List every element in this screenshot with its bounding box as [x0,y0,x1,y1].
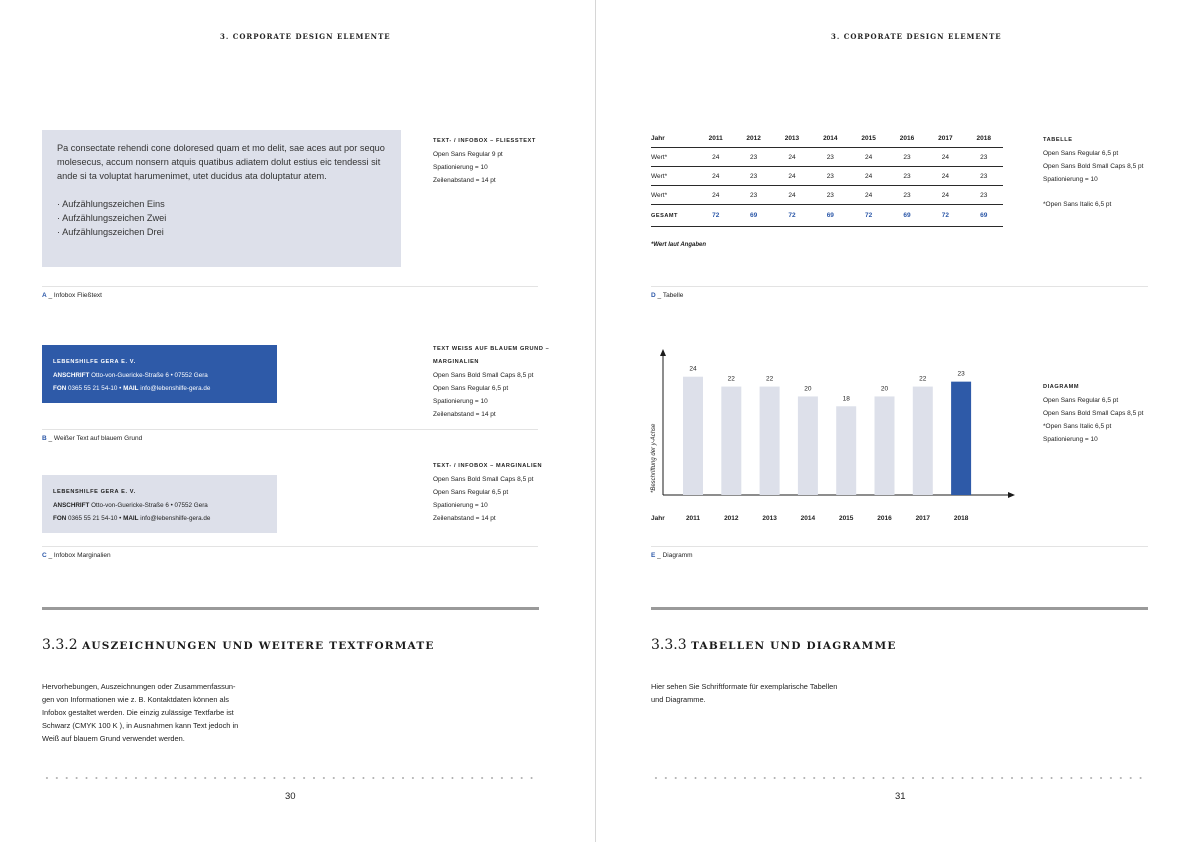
paragraph-line: gen von Informationen wie z. B. Kontaktdaten können als [42,695,229,704]
x-axis-label: Jahr [651,515,665,522]
spec-line: Open Sans Regular 6,5 pt [433,489,509,496]
bar [798,396,818,495]
fon-value: 0365 55 21 54-10 • [68,385,122,392]
caption-letter: E [651,552,656,559]
spec-grey [433,460,542,525]
table-cell: Wert* [651,167,697,186]
table-cell: 72 [697,205,734,227]
data-label: 22 [919,375,927,383]
bullet-item: · Aufzählungszeichen Eins [57,199,165,209]
table-cell: 23 [888,148,926,167]
data-label: 24 [689,365,697,373]
bullet-item: · Aufzählungszeichen Zwei [57,213,167,223]
bar [913,387,933,495]
spec-table [1043,134,1143,211]
page-header-left: 3. CORPORATE DESIGN ELEMENTE [220,32,391,41]
section-paragraph-right [651,680,837,706]
table-cell: 69 [734,205,772,227]
mail-label: MAIL [123,385,139,392]
table-cell: 2013 [784,134,800,142]
table-cell: 69 [965,205,1003,227]
bar [951,382,971,495]
fon-label: FON [53,385,67,392]
spec-line: *Open Sans Italic 6,5 pt [1043,423,1112,430]
spec-line: Open Sans Regular 9 pt [433,151,503,158]
table-cell: 2016 [899,134,915,142]
paragraph-line: Weiß auf blauem Grund verwendet werden. [42,734,185,743]
x-tick-label: 2018 [953,515,969,522]
org-name: LEBENSHILFE GERA E. V. [53,359,136,365]
spec-title: TEXT- / INFOBOX – FLIESSTEXT [433,138,536,144]
x-tick-label: 2016 [877,515,892,522]
mail-value: info@lebenshilfe-gera.de [140,515,211,522]
table-cell: 24 [773,167,811,186]
table-cell: 2011 [708,134,723,142]
mail-label: MAIL [123,515,139,522]
x-tick-label: 2011 [685,515,701,522]
section-rule [42,607,539,610]
table-row [651,148,1003,167]
spec-line: Open Sans Bold Small Caps 8,5 pt [433,476,534,483]
data-label: 20 [880,385,889,393]
table-cell: 23 [888,186,926,205]
fon-label: FON [53,515,67,522]
paragraph-line: und Diagramme. [651,695,706,704]
spec-line: Open Sans Bold Small Caps 8,5 pt [1043,163,1144,170]
data-label: 22 [765,375,774,383]
table-cell: 24 [926,186,964,205]
spec-line: Spationierung = 10 [433,502,488,509]
table-cell: Jahr [651,134,665,142]
caption-e [651,552,693,559]
table-row [651,167,1003,186]
data-table [651,129,1003,227]
spec-blue [433,343,549,421]
table-cell: 23 [888,167,926,186]
table-sum-row [651,205,1003,227]
address-box-grey [42,475,277,533]
table-cell: 23 [965,186,1003,205]
table-cell: 24 [849,148,887,167]
caption-d [651,292,683,299]
section-heading-left [42,637,435,653]
caption-b [42,435,142,442]
paragraph-line: Schwarz (CMYK 100 K ), in Ausnahmen kann Text jedoch in [42,721,239,730]
caption-text: _ Diagramm [657,552,693,559]
table-cell: 2017 [938,134,953,142]
divider [42,546,538,547]
table-cell: 24 [773,186,811,205]
org-name: LEBENSHILFE GERA E. V. [53,489,136,495]
bar [683,377,703,495]
anschrift-label: ANSCHRIFT [53,372,90,379]
table-cell: 23 [734,148,772,167]
dotted-rule [42,777,539,779]
table-cell: 24 [926,148,964,167]
spec-title: TEXT- / INFOBOX – MARGINALIEN [433,463,543,469]
spec-title: TEXT WEISS AUF BLAUEM GRUND – [433,346,550,352]
table-cell: 24 [849,167,887,186]
paragraph-line: Hier sehen Sie Schriftformate für exemplarische Tabellen [651,682,838,691]
table-cell: 23 [734,167,772,186]
table-cell: 69 [888,205,926,227]
spec-line: Zeilenabstand = 14 pt [433,177,496,184]
bullet-item: · Aufzählungszeichen Drei [57,227,164,237]
caption-text: _ Weißer Text auf blauem Grund [48,435,143,442]
spec-line: Open Sans Regular 6,5 pt [1043,397,1119,404]
table-cell: 2018 [976,134,992,142]
caption-c [42,552,111,559]
anschrift-value: Otto-von-Guericke-Straße 6 • 07552 Gera [91,502,208,509]
spec-line: *Open Sans Italic 6,5 pt [1043,201,1112,208]
section-paragraph-left [42,680,238,745]
table-cell: Wert* [651,148,697,167]
table-cell: 23 [811,186,849,205]
caption-text: _ Infobox Marginalien [48,552,111,559]
section-title: TABELLEN UND DIAGRAMME [691,640,897,652]
x-tick-label: 2014 [800,515,816,522]
section-number: 3.3.3 [651,637,687,653]
bar [721,387,741,495]
section-number: 3.3.2 [42,637,78,653]
y-axis-label: *Beschriftung der y-Achse [651,423,657,493]
spec-line: Spationierung = 10 [1043,176,1098,183]
x-axis-arrow [1008,492,1015,498]
table-cell: 72 [773,205,811,227]
spec-line: Open Sans Bold Small Caps 8,5 pt [1043,410,1144,417]
table-cell: 69 [811,205,849,227]
x-tick-label: 2015 [838,515,854,522]
bar-chart [640,340,1030,530]
x-tick-label: 2013 [762,515,777,522]
data-label: 20 [804,385,812,393]
caption-letter: C [42,552,47,559]
table-cell: 24 [926,167,964,186]
divider [42,429,538,430]
section-heading-right [651,637,897,653]
paragraph-line: Infobox gestaltet werden. Die einzig zulässige Textfarbe ist [42,708,234,717]
spec-title: TABELLE [1043,137,1073,143]
caption-letter: B [42,435,47,442]
data-label: 23 [957,370,965,378]
table-cell: 2014 [823,134,838,142]
section-rule [651,607,1148,610]
spec-line: Spationierung = 10 [433,164,488,171]
table-cell: 23 [811,167,849,186]
bar [760,387,780,495]
bar [836,406,856,495]
table-cell: Wert* [651,186,697,205]
table-cell: 24 [697,148,734,167]
mail-value: info@lebenshilfe-gera.de [140,385,211,392]
table-footnote: *Wert laut Angaben [651,242,707,248]
table-cell: 23 [965,167,1003,186]
table-cell: 72 [926,205,964,227]
caption-letter: A [42,292,47,299]
table-cell: 2015 [861,134,876,142]
infobox-paragraph: Pa consectate rehendi cone doloresed quam et mo delit, sae aces aut por sequo molesecus, accum nonsern atquis quatibus adiatem dolut estius eic tendessi sit ande si ta voluptat harumenimet, utet ducidus ata doluptatur atem. [57,143,385,181]
spec-title: MARGINALIEN [433,359,480,365]
page-number-left: 30 [285,791,296,802]
table-cell: 23 [734,186,772,205]
dotted-rule [651,777,1148,779]
data-label: 18 [842,395,850,403]
fon-value: 0365 55 21 54-10 • [68,515,122,522]
x-tick-label: 2017 [915,515,931,522]
spec-line: Zeilenabstand = 14 pt [433,515,496,522]
divider [651,286,1148,287]
table-cell: 24 [849,186,887,205]
spec-fliesstext [433,135,536,187]
address-box-blue [42,345,277,403]
table-row [651,186,1003,205]
y-axis-arrow [660,349,666,356]
spec-title: DIAGRAMM [1043,384,1080,390]
x-tick-label: 2012 [724,515,739,522]
table-cell: 2012 [746,134,761,142]
spec-line: Open Sans Regular 6,5 pt [433,385,509,392]
infobox-fliesstext [42,130,401,267]
spec-line: Spationierung = 10 [1043,436,1098,443]
table-cell: GESAMT [651,205,697,227]
table-cell: 72 [849,205,887,227]
anschrift-label: ANSCHRIFT [53,502,90,509]
spec-chart [1043,381,1143,446]
caption-text: _ Infobox Fließtext [48,292,102,299]
bar [875,396,895,495]
data-label: 22 [727,375,735,383]
caption-letter: D [651,292,656,299]
caption-a [42,292,102,299]
spec-line: Open Sans Regular 6,5 pt [1043,150,1119,157]
divider [651,546,1148,547]
table-cell: 23 [811,148,849,167]
table-cell: 24 [697,186,734,205]
page-number-right: 31 [895,791,906,802]
spec-line: Zeilenabstand = 14 pt [433,411,496,418]
spec-line: Open Sans Bold Small Caps 8,5 pt [433,372,534,379]
page-header-right: 3. CORPORATE DESIGN ELEMENTE [831,32,1002,41]
caption-text: _ Tabelle [657,292,684,299]
table-cell: 23 [965,148,1003,167]
spec-line: Spationierung = 10 [433,398,488,405]
anschrift-value: Otto-von-Guericke-Straße 6 • 07552 Gera [91,372,208,379]
table-cell: 24 [773,148,811,167]
paragraph-line: Hervorhebungen, Auszeichnungen oder Zusammenfassun- [42,682,236,691]
section-title: AUSZEICHNUNGEN UND WEITERE TEXTFORMATE [82,640,435,652]
table-header-row [651,129,1003,148]
spine-divider [595,0,596,842]
divider [42,286,538,287]
table-cell: 24 [697,167,734,186]
